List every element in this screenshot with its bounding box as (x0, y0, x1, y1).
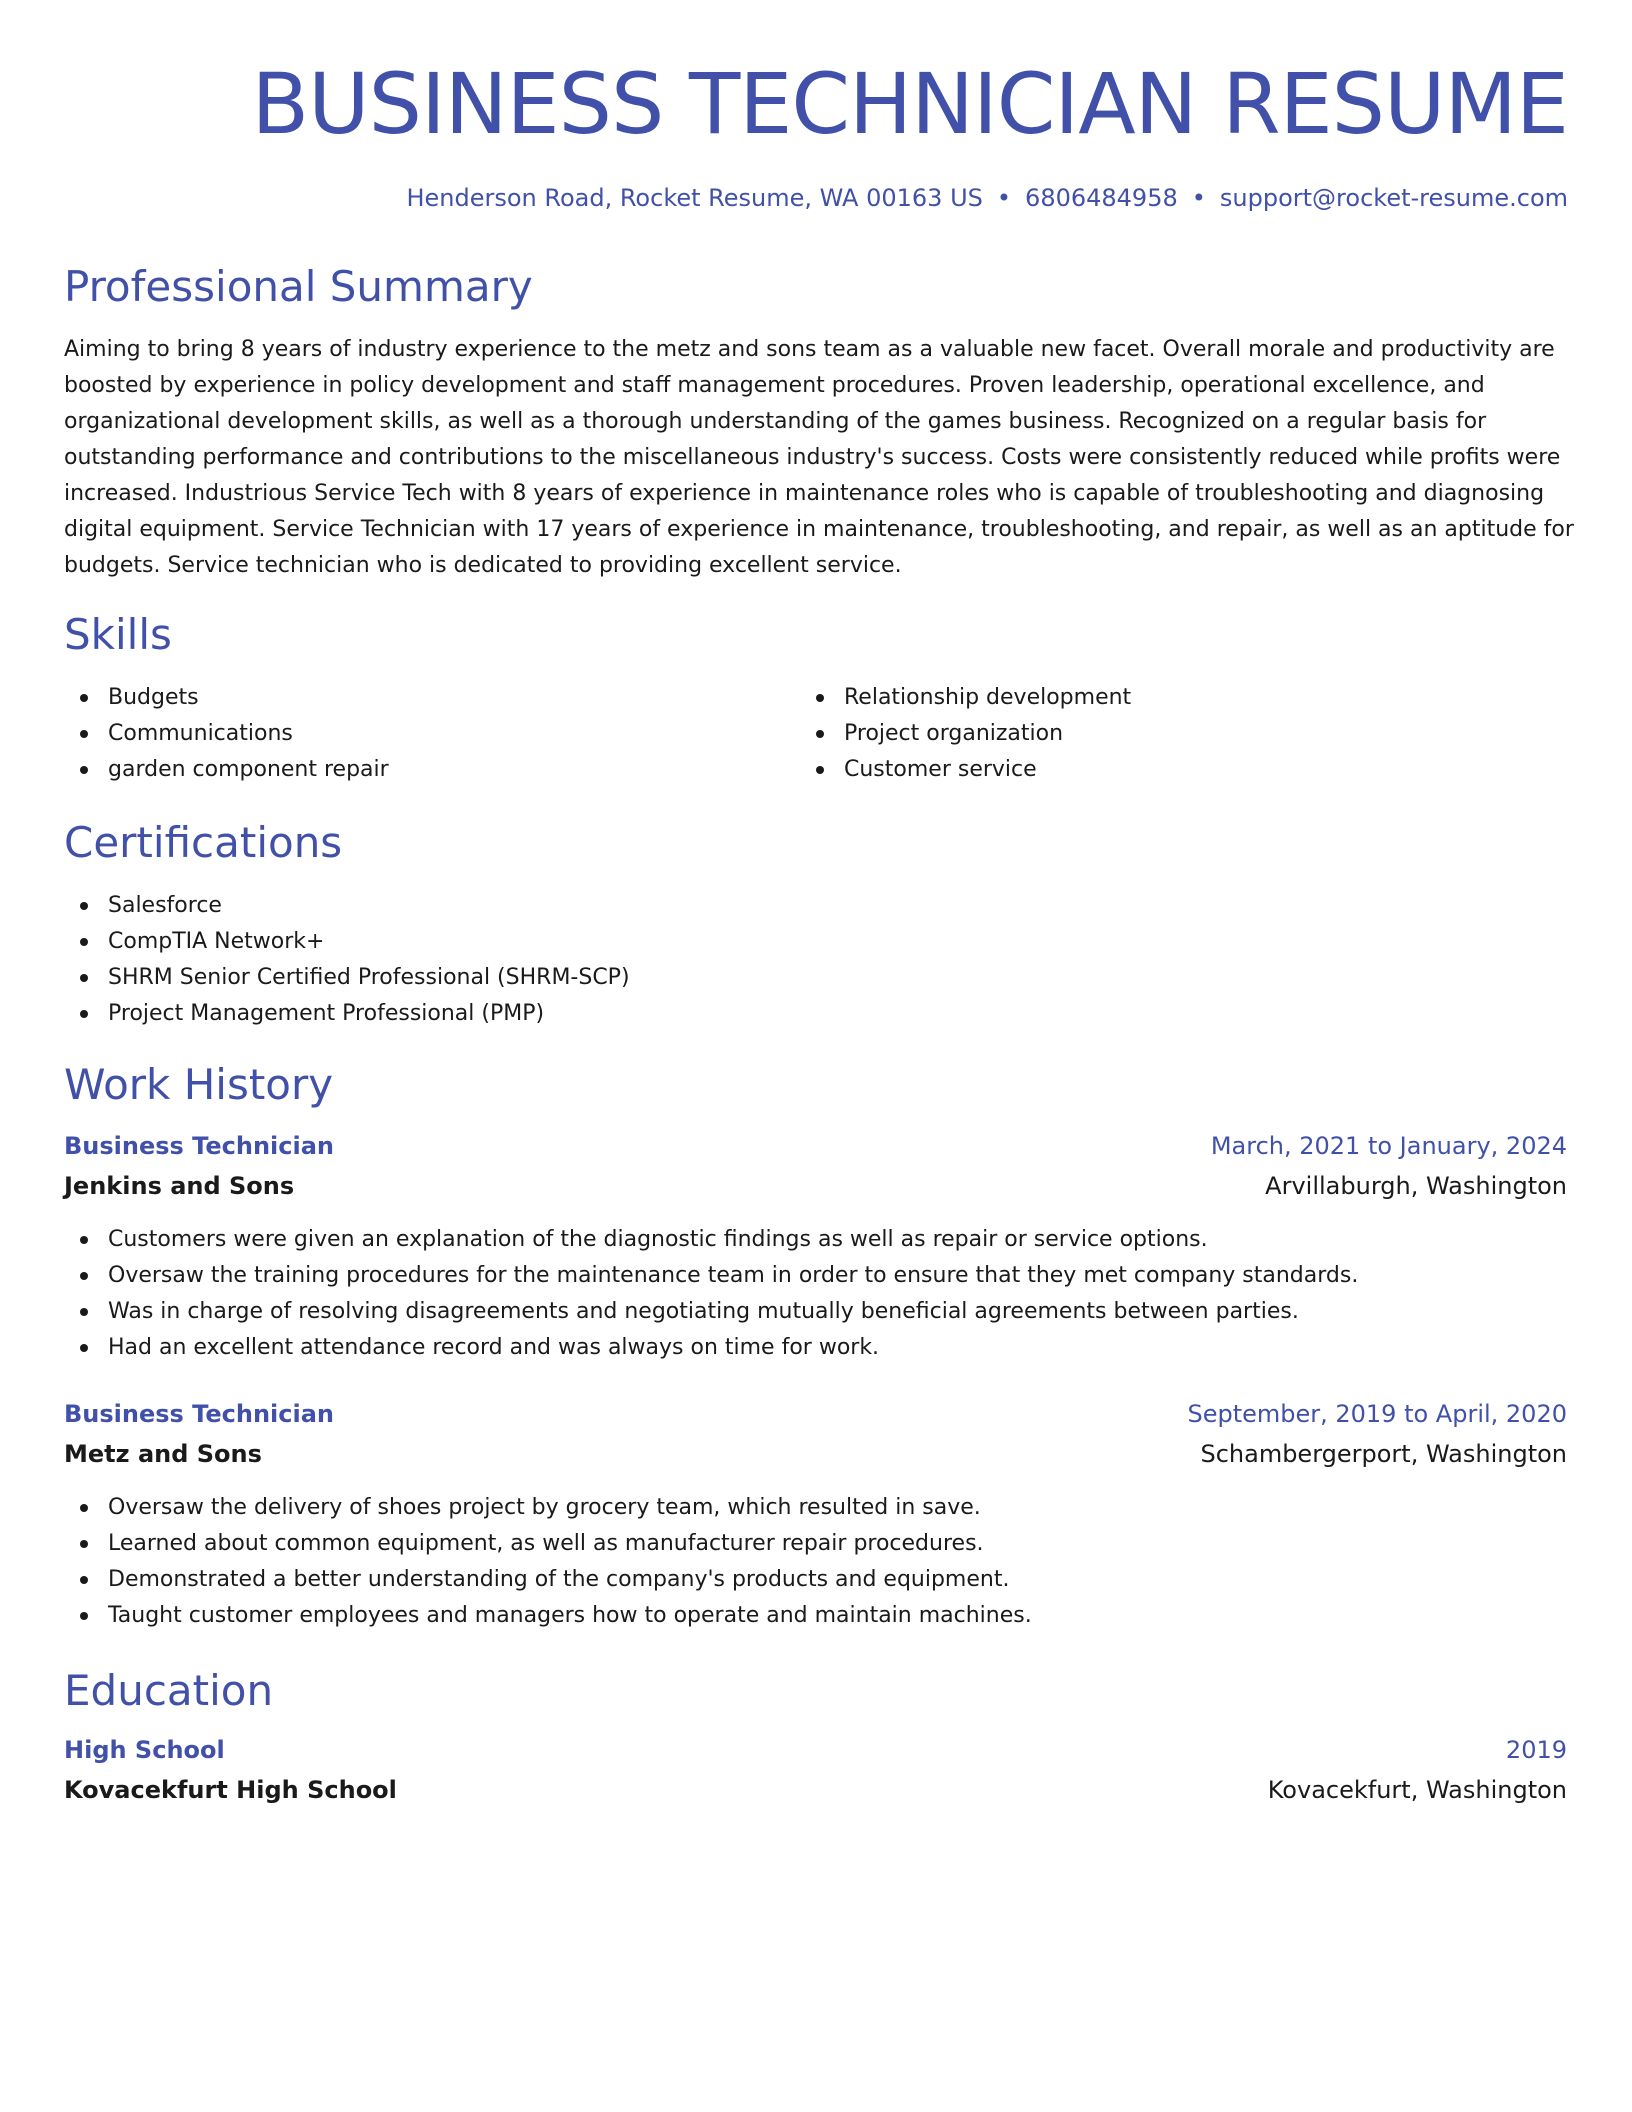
list-item (800, 716, 1131, 752)
certifications-heading: Certifications (64, 818, 343, 867)
job-title: Business Technician (64, 1132, 334, 1160)
contact-separator: • (996, 184, 1012, 212)
bullet-icon (80, 1612, 88, 1620)
list-item (64, 680, 389, 716)
job-bullets (64, 1222, 1358, 1366)
skills-list-left (64, 680, 389, 788)
company-name: Jenkins and Sons (64, 1172, 295, 1200)
bullet-icon (816, 694, 824, 702)
contact-address: Henderson Road, Rocket Resume, WA 00163 US (406, 184, 983, 212)
job-dates: September, 2019 to April, 2020 (1187, 1400, 1567, 1428)
list-item (64, 716, 389, 752)
certification-label: Project Management Professional (PMP) (108, 1001, 545, 1026)
skills-list-right (800, 680, 1131, 788)
skills-heading: Skills (64, 610, 172, 659)
job-header-row (64, 1400, 1567, 1428)
work-history-heading: Work History (64, 1060, 334, 1109)
bullet-icon (80, 1236, 88, 1244)
certifications-list (64, 888, 630, 1032)
skill-label: Budgets (108, 685, 199, 710)
job-header-row (64, 1132, 1567, 1160)
job-company-row (64, 1172, 1567, 1200)
bullet-icon (80, 730, 88, 738)
job-bullet-text: Demonstrated a better understanding of the company's products and equipment. (108, 1567, 1010, 1592)
list-item (64, 1222, 1358, 1258)
list-item (64, 924, 630, 960)
job-bullet-text: Taught customer employees and managers how to operate and maintain machines. (108, 1603, 1032, 1628)
education-school-row (64, 1776, 1567, 1804)
bullet-icon (80, 766, 88, 774)
list-item (64, 1258, 1358, 1294)
education-header-row (64, 1736, 1567, 1764)
contact-email: support@rocket-resume.com (1219, 184, 1568, 212)
job-bullet-text: Had an excellent attendance record and was always on time for work. (108, 1335, 880, 1360)
job-bullet-text: Learned about common equipment, as well as manufacturer repair procedures. (108, 1531, 984, 1556)
job-dates: March, 2021 to January, 2024 (1210, 1132, 1567, 1160)
bullet-icon (816, 766, 824, 774)
list-item (64, 888, 630, 924)
bullet-icon (80, 1504, 88, 1512)
contact-line (406, 182, 1568, 214)
bullet-icon (80, 1540, 88, 1548)
bullet-icon (80, 1576, 88, 1584)
job-bullet-text: Oversaw the training procedures for the maintenance team in order to ensure that they met company standards. (108, 1263, 1359, 1288)
school-location: Kovacekfurt, Washington (1267, 1776, 1567, 1804)
bullet-icon (816, 730, 824, 738)
degree-title: High School (64, 1736, 225, 1764)
list-item (64, 1526, 1032, 1562)
bullet-icon (80, 1010, 88, 1018)
skill-label: Communications (108, 721, 293, 746)
job-bullet-text: Oversaw the delivery of shoes project by grocery team, which resulted in save. (108, 1495, 981, 1520)
list-item (64, 1490, 1032, 1526)
summary-text: Aiming to bring 8 years of industry experience to the metz and sons team as a valuable new facet. Overall morale and productivity are boosted by experience in policy development and staff management procedures. Proven leadership, operational excellence, and organizational development skills, as well as a thorough understanding of the games business. Recognized on a regular basis for outstanding performance and contributions to the miscellaneous industry's success. Costs were consistently reduced while profits were increased. Industrious Service Tech with 8 years of experience in maintenance roles who is capable of troubleshooting and diagnosing digital equipment. Service Technician with 17 years of experience in maintenance, troubleshooting, and repair, as well as an aptitude for budgets. Service technician who is dedicated to providing excellent service. (64, 337, 1574, 578)
education-year: 2019 (1505, 1736, 1567, 1764)
list-item (64, 996, 630, 1032)
company-name: Metz and Sons (64, 1440, 262, 1468)
bullet-icon (80, 694, 88, 702)
list-item (800, 680, 1131, 716)
bullet-icon (80, 1344, 88, 1352)
job-company-row (64, 1440, 1567, 1468)
list-item (64, 1330, 1358, 1366)
job-location: Schambergerport, Washington (1200, 1440, 1567, 1468)
bullet-icon (80, 1272, 88, 1280)
education-heading: Education (64, 1666, 274, 1715)
job-bullet-text: Customers were given an explanation of the diagnostic findings as well as repair or service options. (108, 1227, 1208, 1252)
summary-heading: Professional Summary (64, 262, 533, 311)
bullet-icon (80, 938, 88, 946)
certification-label: CompTIA Network+ (108, 929, 325, 954)
list-item (800, 752, 1131, 788)
bullet-icon (80, 902, 88, 910)
skill-label: Relationship development (844, 685, 1132, 710)
job-bullet-text: Was in charge of resolving disagreements and negotiating mutually beneficial agreements between parties. (108, 1299, 1299, 1324)
list-item (64, 752, 389, 788)
school-name: Kovacekfurt High School (64, 1776, 397, 1804)
contact-phone: 6806484958 (1025, 184, 1178, 212)
job-title: Business Technician (64, 1400, 334, 1428)
certification-label: Salesforce (108, 893, 222, 918)
skill-label: Customer service (844, 757, 1037, 782)
list-item (64, 1294, 1358, 1330)
bullet-icon (80, 974, 88, 982)
contact-separator: • (1191, 184, 1206, 212)
skill-label: garden component repair (108, 757, 389, 782)
list-item (64, 1562, 1032, 1598)
resume-title: BUSINESS TECHNICIAN RESUME (251, 55, 1568, 153)
skill-label: Project organization (844, 721, 1064, 746)
job-bullets (64, 1490, 1032, 1634)
job-location: Arvillaburgh, Washington (1265, 1172, 1567, 1200)
certification-label: SHRM Senior Certified Professional (SHRM-SCP) (108, 965, 630, 990)
bullet-icon (80, 1308, 88, 1316)
list-item (64, 1598, 1032, 1634)
list-item (64, 960, 630, 996)
